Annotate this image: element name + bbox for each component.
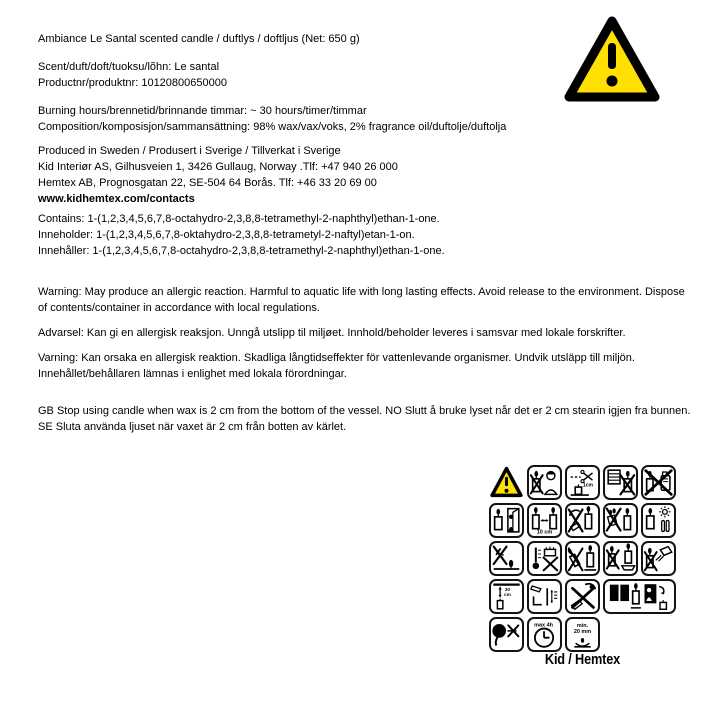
exclamation-bar (608, 43, 616, 69)
do-not-touch-hot-candle-icon (565, 579, 600, 614)
svg-text:30: 30 (504, 588, 511, 594)
section-warning-en (38, 284, 693, 316)
text-line: GB Stop using candle when wax is 2 cm from the bottom of the vessel. NO Slutt å bruke lyset når det er 2 cm stearin igjen fra bunnen. SE Sluta använda ljuset när vaxet är 2 cm från botten av kärlet. (38, 405, 691, 433)
svg-text:20 mm: 20 mm (573, 629, 592, 636)
text-line: Varning: Kan orsaka en allergisk reaktion. Skadliga långtidseffekter för vattenlevande organismer. Undvik utsläpp till miljön. Innehållet/behållaren lämnas i enlighet med lokala förordningar. (38, 352, 635, 380)
text-line: Warning: May produce an allergic reaction. Harmful to aquatic life with long lasting effects. Avoid release to the environment. Dispose of contents/container in accordance with local regulations. (38, 286, 685, 314)
section-stop-using (38, 403, 693, 435)
text-line: Scent/duft/doft/tuoksu/lõhn: Le santal (38, 61, 220, 73)
svg-text:min.: min. (576, 622, 589, 629)
safety-pictogram-grid (489, 465, 676, 655)
keep-wax-pool-clear-icon (489, 541, 524, 576)
svg-text:cm: cm (503, 593, 511, 599)
svg-text:1cm: 1cm (582, 482, 593, 489)
text-line: Contains: 1-(1,2,3,4,5,6,7,8-octahydro-2,3,8,8-tetramethyl-2-naphthyl)ethan-1-one. (38, 213, 440, 225)
section-warning-se (38, 350, 693, 382)
section-burning-composition (38, 103, 693, 135)
svg-text:10 cm: 10 cm (536, 529, 553, 536)
use-candle-holder-icon (603, 541, 638, 576)
do-not-move-burning-candle-icon (565, 503, 600, 538)
text-line: Innehåller: 1-(1,2,3,4,5,6,7,8-octahydro-2,3,8,8-tetramethyl-2-naphthyl)ethan-1-one. (38, 245, 445, 257)
do-not-extinguish-with-water-icon (641, 541, 676, 576)
pictogram-row (489, 541, 676, 576)
pictogram-row (489, 465, 676, 500)
svg-text:max 4h: max 4h (534, 622, 554, 629)
do-not-leave-unattended-icon (489, 503, 524, 538)
text-line: Hemtex AB, Prognosgatan 22, SE-504 64 Borås. Tlf: +46 33 20 69 00 (38, 177, 377, 189)
keep-away-from-children-icon (527, 465, 562, 500)
burn-upright-icon (565, 541, 600, 576)
text-line: Advarsel: Kan gi en allergisk reaksjon. Unngå utslipp til miljøet. Innhold/beholder leveres i samsvar med lokale forskrifter. (38, 327, 626, 339)
do-not-blow-to-extinguish-icon (489, 617, 524, 652)
pictogram-row (489, 503, 676, 538)
text-line: Inneholder: 1-(1,2,3,4,5,6,7,8-oktahydro-2,3,8,8-tetrametyl-2-naftyl)etan-1-on. (38, 229, 415, 241)
website-text: www.kidhemtex.com/contacts (38, 193, 195, 205)
hazard-warning-triangle-icon (562, 13, 662, 105)
avoid-sunlight-and-heat-icon (641, 503, 676, 538)
text-line: Composition/komposisjon/sammansättning: 98% wax/vax/voks, 2% fragrance oil/duftolje/duftolja (38, 121, 507, 133)
text-line: Produced in Sweden / Produsert i Sverige / Tillverkat i Sverige (38, 145, 341, 157)
brand-text: Kid / Hemtex (544, 651, 621, 668)
keep-away-from-heat-sources-icon (527, 541, 562, 576)
burn-max-4-hours-icon (527, 617, 562, 652)
general-warning-icon (489, 465, 524, 500)
text-line: Burning hours/brennetid/brinnande timmar: ~ 30 hours/timer/timmar (38, 105, 367, 117)
do-not-burn-near-curtains-icon (603, 465, 638, 500)
pictogram-row (489, 579, 676, 614)
section-producer (38, 143, 693, 207)
text-line: Ambiance Le Santal scented candle / duftlys / doftljus (Net: 650 g) (38, 33, 360, 45)
exclamation-dot (607, 76, 618, 87)
min-wax-level-20mm-icon (565, 617, 600, 652)
text-line: Productnr/produktnr: 10120800650000 (38, 77, 227, 89)
pictogram-row (489, 617, 676, 652)
text-line: Kid Interiør AS, Gilhusveien 1, 3426 Gullaug, Norway .Tlf: +47 940 26 000 (38, 161, 398, 173)
section-warning-no (38, 325, 693, 341)
section-contains (38, 211, 693, 259)
keep-away-from-flammable-liquids-icon (641, 465, 676, 500)
extinguish-before-leaving-icon (603, 579, 676, 614)
keep-away-from-flammables-icon (603, 503, 638, 538)
straighten-wick-icon (527, 579, 562, 614)
keep-candles-apart-icon (527, 503, 562, 538)
keep-30cm-below-ceiling-icon (489, 579, 524, 614)
trim-wick-icon (565, 465, 600, 500)
